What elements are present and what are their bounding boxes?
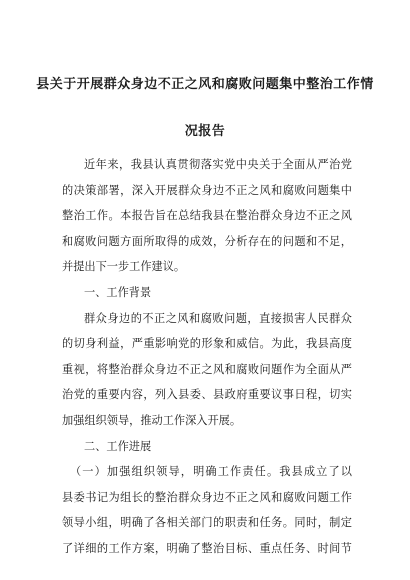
- paragraph-line: 县委书记为组长的整治群众身边不正之风和腐败问题工作: [62, 490, 352, 504]
- paragraph-line: 整治工作。本报告旨在总结我县在整治群众身边不正之风: [62, 209, 352, 223]
- paragraph-line: 群众身边的不正之风和腐败问题，直接损害人民群众: [84, 311, 352, 325]
- paragraph-line: 加强组织领导，推动工作深入开展。: [62, 413, 242, 427]
- paragraph-line: 重视，将整治群众身边不正之风和腐败问题作为全面从严: [62, 362, 352, 376]
- paragraph-line: 近年来，我县认真贯彻落实党中央关于全面从严治党: [84, 158, 352, 171]
- document-body: [62, 152, 352, 562]
- paragraph-line: 了详细的工作方案，明确了整治目标、重点任务、时间节: [62, 541, 352, 555]
- document-title-line-1: 县关于开展群众身边不正之风和腐败问题集中整治工作情: [36, 77, 374, 92]
- paragraph-line: 并提出下一步工作建议。: [62, 260, 186, 274]
- document-title-line-2: 况报告: [184, 124, 226, 139]
- paragraph-line: （一）加强组织领导，明确工作责任。我县成立了以: [70, 465, 352, 479]
- section-heading: 一、工作背景: [84, 285, 152, 299]
- paragraph-line: 治党的重要内容，列入县委、县政府重要议事日程，切实: [62, 388, 352, 402]
- paragraph-line: 的决策部署，深入开展群众身边不正之风和腐败问题集中: [62, 183, 352, 197]
- paragraph-line: 领导小组，明确了各相关部门的职责和任务。同时，制定: [62, 516, 352, 530]
- paragraph-line: 和腐败问题方面所取得的成效，分析存在的问题和不足，: [62, 234, 352, 248]
- section-heading: 二、工作进展: [84, 439, 152, 453]
- paragraph-line: 的切身利益，严重影响党的形象和威信。为此，我县高度: [62, 337, 352, 351]
